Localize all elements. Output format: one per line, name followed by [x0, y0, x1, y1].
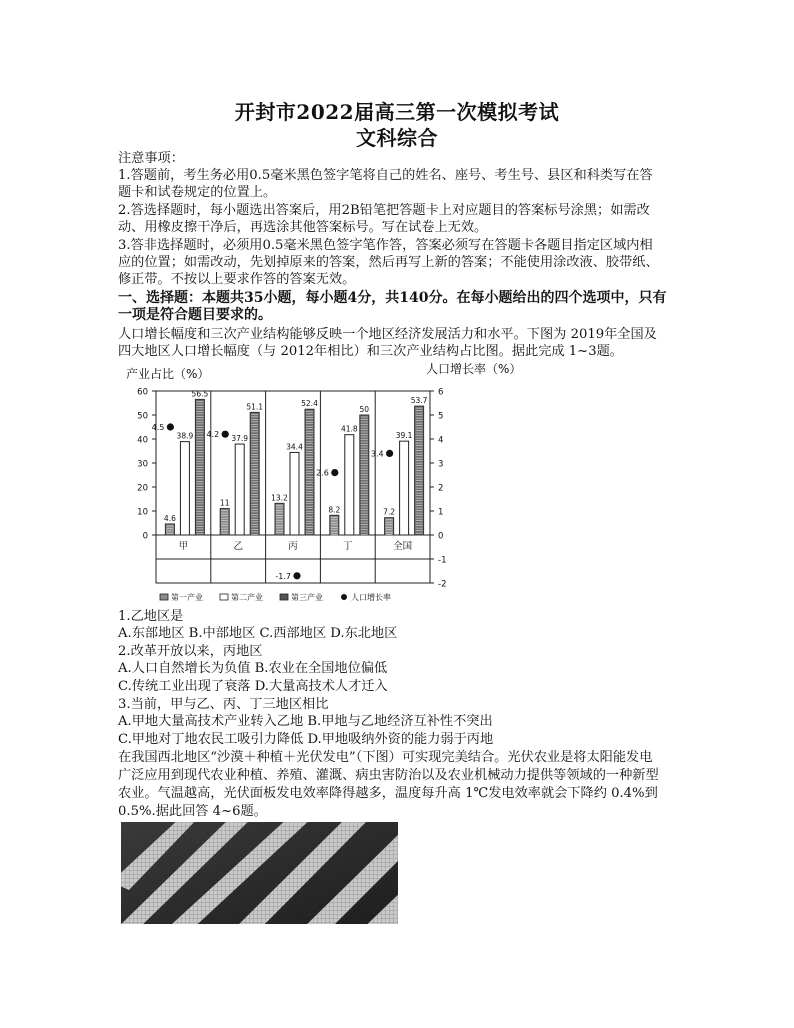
- legend-label: 第二产业: [231, 593, 263, 602]
- bar-value-label: 11: [219, 498, 230, 508]
- population-growth-dot: [167, 423, 174, 430]
- legend-label: 第一产业: [171, 593, 203, 602]
- bar-value-label: 41.8: [340, 424, 358, 434]
- bar-secondary: [180, 442, 189, 535]
- bar-value-label: 51.1: [246, 402, 264, 412]
- left-axis-title: 产业占比（%）: [126, 367, 210, 381]
- right-axis-tick-label: 0: [438, 531, 444, 542]
- legend-label: 人口增长率: [351, 593, 391, 602]
- solar-panel-photo: [121, 822, 398, 924]
- notes-heading: 注意事项：: [118, 151, 184, 166]
- bar-tertiary: [195, 399, 204, 535]
- intro-text: 广泛应用到现代农业种植、养殖、灌溉、病虫害防治以及农业机械动力提供等领域的一种新型: [118, 768, 659, 783]
- section-heading-cont: 一项是符合题目要求的。: [118, 307, 272, 323]
- bar-value-label: 53.7: [410, 396, 428, 406]
- intro-text: 人口增长幅度和三次产业结构能够反映一个地区经济发展活力和水平。下图为 2019年全国及: [118, 327, 657, 342]
- right-axis-tick-label: 6: [438, 387, 444, 398]
- intro-text: 四大地区人口增长幅度（与 2012年相比）和三次产业结构占比图。据此完成 1~3题。: [118, 344, 623, 359]
- left-axis-tick-label: 60: [137, 387, 148, 398]
- bar-value-label: 34.4: [286, 442, 303, 452]
- left-axis-tick-label: 10: [137, 507, 148, 518]
- bar-secondary: [290, 452, 299, 535]
- notes-line: 动、用橡皮擦干净后，再选涂其他答案标号。写在试卷上无效。: [118, 220, 488, 235]
- notes-line: 3.答非选择题时，必须用0.5毫米黑色签字笔作答，答案必须写在答题卡各题目指定区域内相: [118, 238, 653, 253]
- section-heading: 一、选择题：本题共35小题，每小题4分，共140分。在每小题给出的四个选项中，只有: [118, 290, 667, 306]
- bar-value-label: 39.1: [395, 431, 413, 441]
- right-axis-tick-label: 4: [438, 435, 444, 446]
- exam-title: 开封市2022届高三第一次模拟考试: [234, 100, 560, 124]
- bar-secondary: [345, 435, 354, 535]
- left-axis-tick-label: 30: [137, 459, 148, 470]
- left-axis-tick-label: 0: [142, 531, 148, 542]
- bar-value-label: 56.5: [191, 389, 209, 399]
- right-axis-tick-label: 5: [438, 411, 444, 422]
- question-options: A.东部地区 B.中部地区 C.西部地区 D.东北地区: [118, 626, 398, 641]
- notes-line: 修正带。不按以上要求作答的答案无效。: [118, 272, 356, 287]
- bar-value-label: 7.2: [383, 507, 396, 517]
- legend-swatch: [160, 594, 168, 600]
- question-options: A.人口自然增长为负值 B.农业在全国地位偏低: [118, 661, 388, 676]
- category-label: 丙: [288, 541, 298, 552]
- right-axis-tick-label: -2: [438, 579, 447, 590]
- notes-line: 应的位置；如需改动，先划掉原来的答案，然后再写上新的答案；不能使用涂改液、胶带纸、: [118, 255, 659, 270]
- right-axis-tick-label: 2: [438, 483, 444, 494]
- question-stem: 1.乙地区是: [118, 609, 184, 624]
- industry-population-chart: [112, 360, 532, 605]
- category-label: 甲: [178, 541, 189, 552]
- population-growth-dot: [222, 431, 229, 438]
- legend-label: 第三产业: [291, 593, 323, 602]
- question-options: A.甲地大量高技术产业转入乙地 B.甲地与乙地经济互补性不突出: [118, 714, 493, 729]
- bar-value-label: 38.9: [176, 431, 194, 441]
- right-axis-tick-label: -1: [438, 555, 447, 566]
- bar-value-label: 50: [359, 405, 370, 414]
- chart-plot-area: [137, 388, 446, 603]
- question-options: C.传统工业出现了衰落 D.大量高技术人才迁入: [118, 679, 388, 694]
- population-growth-label: 3.4: [370, 449, 384, 459]
- legend-swatch: [220, 594, 228, 600]
- legend-swatch: [341, 594, 347, 600]
- right-axis-tick-label: 3: [438, 459, 444, 470]
- category-label: 乙: [233, 541, 243, 552]
- population-growth-dot: [386, 450, 393, 457]
- notes-line: 2.答选择题时，每小题选出答案后，用2B铅笔把答题卡上对应题目的答案标号涂黑；如需改: [118, 203, 650, 218]
- left-axis-tick-label: 50: [137, 411, 148, 422]
- category-label: 全国: [393, 541, 413, 552]
- question-options: C.甲地对丁地农民工吸引力降低 D.甲地吸纳外资的能力弱于丙地: [118, 732, 494, 747]
- bar-value-label: 37.9: [231, 434, 249, 444]
- bar-primary: [220, 509, 229, 535]
- right-axis-tick-label: 1: [438, 507, 444, 518]
- category-label: 丁: [343, 541, 353, 552]
- bar-secondary: [235, 444, 244, 535]
- intro-text: 0.5%.据此回答 4~6题。: [118, 804, 267, 819]
- question-stem: 2.改革开放以来，丙地区: [118, 644, 263, 659]
- bar-value-label: 52.4: [301, 399, 318, 409]
- bar-value-label: 13.2: [271, 493, 288, 503]
- intro-text: 农业。气温越高，光伏面板发电效率降得越多，温度每升高 1℃发电效率就会下降约 0.4%到: [118, 786, 658, 801]
- population-growth-label: 4.2: [206, 430, 220, 440]
- bar-value-label: 8.2: [328, 505, 341, 515]
- left-axis-tick-label: 20: [137, 483, 148, 494]
- notes-line: 1.答题前，考生务必用0.5毫米黑色签字笔将自己的姓名、座号、考生号、县区和科类写在答: [118, 168, 653, 183]
- legend-swatch: [280, 594, 288, 600]
- intro-text: 在我国西北地区“沙漠＋种植＋光伏发电”（下图）可实现完美结合。光伏农业是将太阳能发电: [118, 750, 653, 765]
- bar-secondary: [400, 441, 409, 535]
- bar-value-label: 4.6: [163, 513, 176, 523]
- right-axis-title: 人口增长率（%）: [426, 362, 522, 376]
- left-axis-tick-label: 40: [137, 435, 148, 446]
- population-growth-label: 2.6: [316, 468, 329, 478]
- population-growth-label: 4.5: [151, 423, 165, 432]
- population-growth-label: -1.7: [275, 571, 291, 581]
- population-growth-dot: [331, 469, 338, 476]
- question-stem: 3.当前，甲与乙、丙、丁三地区相比: [118, 697, 329, 712]
- notes-line: 题卡和试卷规定的位置上。: [118, 185, 277, 200]
- population-growth-dot: [293, 572, 300, 579]
- exam-subtitle: 文科综合: [356, 126, 438, 150]
